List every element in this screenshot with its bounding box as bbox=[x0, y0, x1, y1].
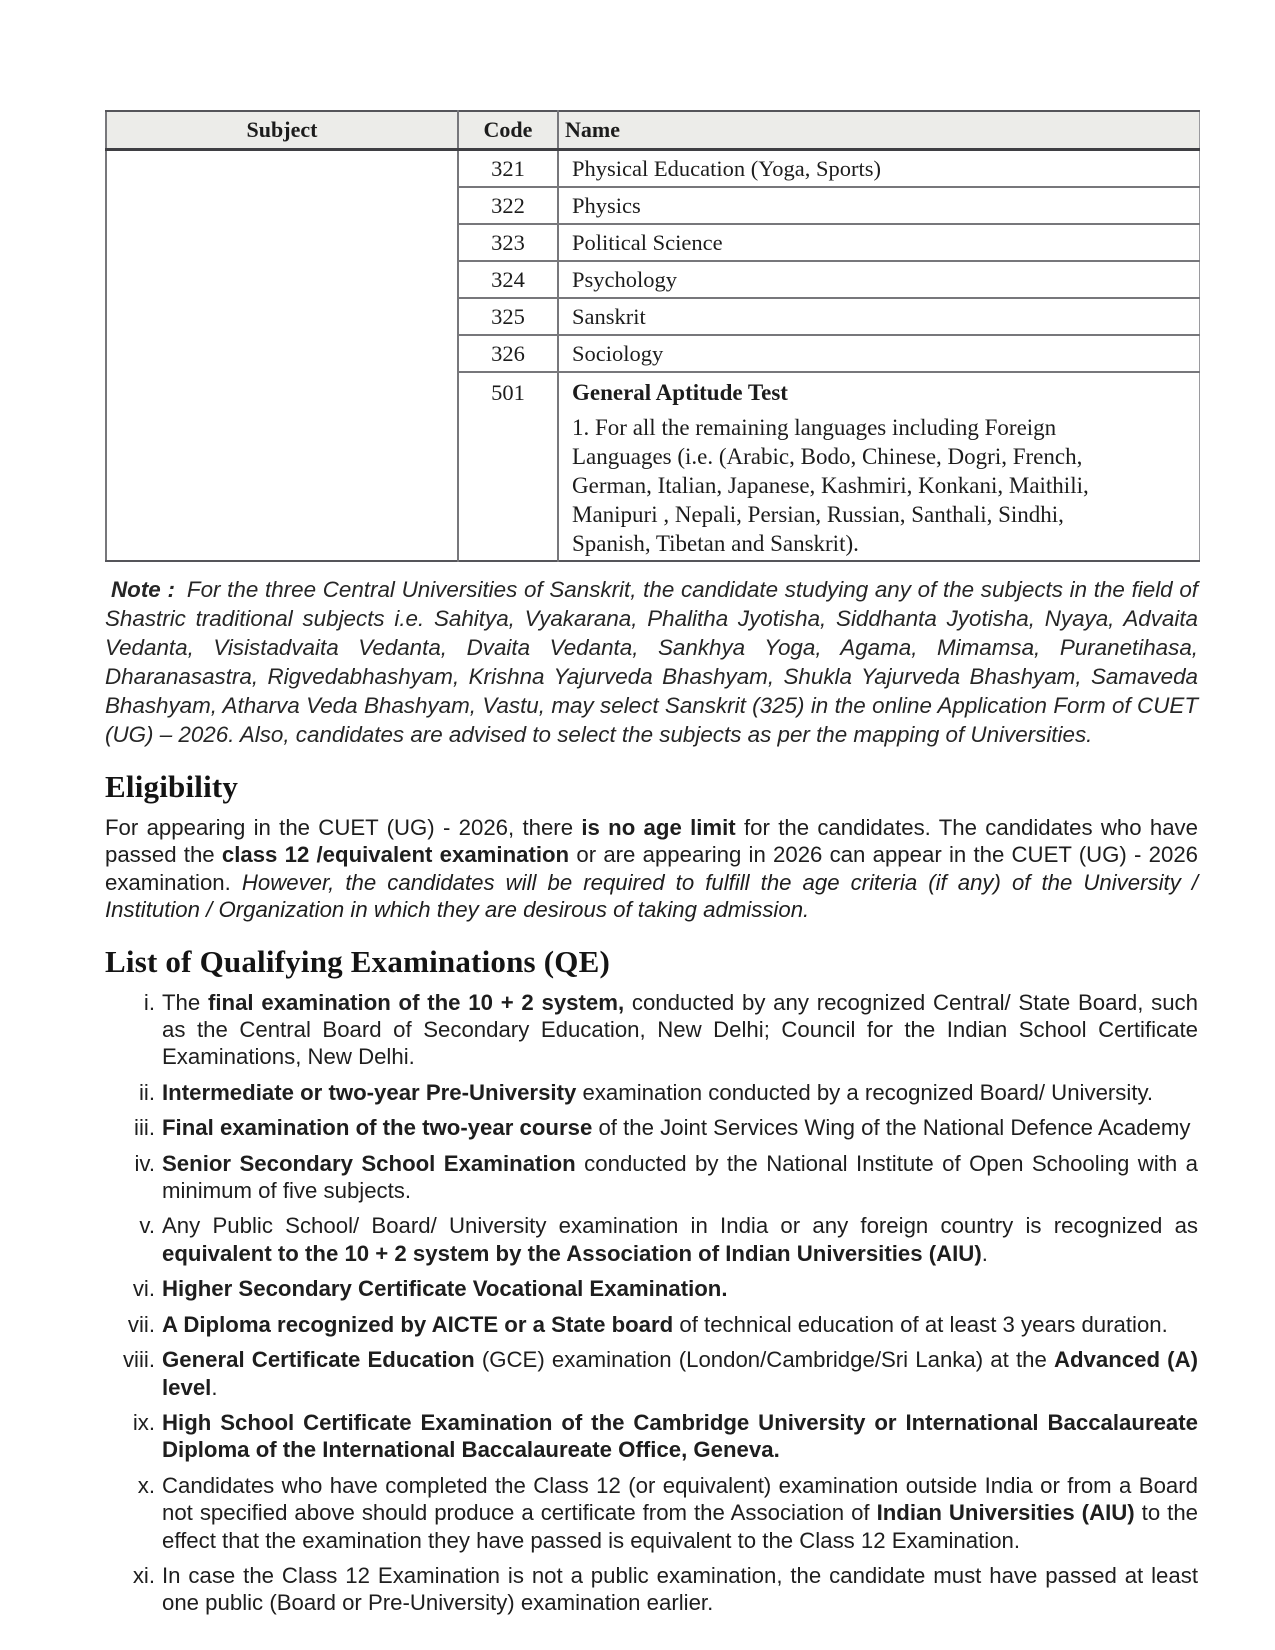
list-item-numeral: iv. bbox=[134, 1150, 155, 1176]
table-header-row bbox=[106, 111, 1199, 150]
list-item-v bbox=[105, 1212, 1198, 1267]
column-header-name: Name bbox=[558, 111, 1199, 150]
list-item-iv bbox=[105, 1150, 1198, 1205]
gat-description-line: 1. For all the remaining languages including Foreign bbox=[572, 415, 1057, 440]
name-cell: Sociology bbox=[558, 335, 1199, 372]
name-cell-general-aptitude bbox=[558, 372, 1199, 561]
list-item-numeral: x. bbox=[137, 1472, 155, 1498]
subject-code-table bbox=[105, 110, 1200, 562]
code-cell: 326 bbox=[458, 335, 558, 372]
column-header-subject: Subject bbox=[106, 111, 458, 150]
list-item-numeral: viii. bbox=[122, 1347, 155, 1373]
table-row bbox=[106, 150, 1199, 188]
list-item-text: Higher Secondary Certificate Vocational Examination. bbox=[162, 1276, 728, 1302]
list-item-text: The final examination of the 10 + 2 system, conducted by any recognized Central/ State Board, such as the Central Board of Secondary Education, New Delhi; Council for the Indian School Certificate Examinations, New Delhi. bbox=[162, 989, 1198, 1070]
list-item-vi bbox=[105, 1275, 1198, 1302]
list-item-text: Candidates who have completed the Class 12 (or equivalent) examination outside India or from a Board not specified above should produce a certificate from the Association of Indian Universities (AIU) to the effect that the examination they have passed is equivalent to the Class 12 Examination. bbox=[162, 1472, 1199, 1553]
list-item-numeral: xi. bbox=[132, 1562, 155, 1588]
gat-description-line: German, Italian, Japanese, Kashmiri, Konkani, Maithili, bbox=[572, 473, 1089, 498]
list-item-numeral: ix. bbox=[132, 1409, 155, 1435]
list-item-text: Any Public School/ Board/ University examination in India or any foreign country is recognized as equivalent to the 10 + 2 system by the Association of Indian Universities (AIU). bbox=[162, 1213, 1198, 1266]
list-item-numeral: vii. bbox=[127, 1311, 155, 1337]
gat-description-line: Languages (i.e. (Arabic, Bodo, Chinese, Dogri, French, bbox=[572, 444, 1083, 469]
list-item-numeral: iii. bbox=[134, 1115, 155, 1141]
document-page bbox=[105, 110, 1198, 1617]
list-item-numeral: ii. bbox=[138, 1079, 155, 1105]
list-item-text: General Certificate Education (GCE) examination (London/Cambridge/Sri Lanka) at the Advanced (A) level. bbox=[162, 1347, 1198, 1400]
eligibility-paragraph: For appearing in the CUET (UG) - 2026, there is no age limit for the candidates. The candidates who have passed the class 12 /equivalent examination or are appearing in 2026 can appear in the CUET (UG) - 2026 examination. However, the candidates will be required to fulfill the age criteria (if any) of the University / Institution / Organization in which they are desirous of taking admission. bbox=[105, 815, 1199, 923]
eligibility-heading: Eligibility bbox=[105, 769, 239, 804]
list-item-iii bbox=[105, 1114, 1198, 1141]
list-item-x bbox=[105, 1472, 1198, 1554]
gat-title: General Aptitude Test bbox=[572, 380, 788, 405]
list-item-text: Senior Secondary School Examination conducted by the National Institute of Open Schooling with a minimum of five subjects. bbox=[162, 1150, 1199, 1204]
list-item-vii bbox=[105, 1311, 1198, 1338]
list-item-text: In case the Class 12 Examination is not a public examination, the candidate must have passed at least one public (Board or Pre-University) examination earlier. bbox=[162, 1562, 1198, 1616]
list-item-text: Intermediate or two-year Pre-University examination conducted by a recognized Board/ University. bbox=[162, 1079, 1154, 1105]
name-cell: Political Science bbox=[558, 224, 1199, 261]
list-item-i bbox=[105, 989, 1198, 1071]
list-item-numeral: v. bbox=[139, 1213, 155, 1239]
list-item-text: Final examination of the two-year course of the Joint Services Wing of the National Defence Academy bbox=[162, 1115, 1191, 1141]
list-item-text: A Diploma recognized by AICTE or a State board of technical education of at least 3 years duration. bbox=[162, 1311, 1168, 1337]
qualifying-exams-list bbox=[105, 989, 1198, 1617]
code-cell: 501 bbox=[458, 372, 558, 561]
column-header-code: Code bbox=[458, 111, 558, 150]
gat-description-line: Manipuri , Nepali, Persian, Russian, Santhali, Sindhi, bbox=[572, 502, 1064, 527]
code-cell: 322 bbox=[458, 187, 558, 224]
gat-description-line: Spanish, Tibetan and Sanskrit). bbox=[572, 531, 859, 556]
name-cell: Physics bbox=[558, 187, 1199, 224]
list-item-ii bbox=[105, 1079, 1198, 1106]
subject-cell-empty bbox=[106, 150, 458, 562]
name-cell: Physical Education (Yoga, Sports) bbox=[558, 150, 1199, 188]
name-cell: Sanskrit bbox=[558, 298, 1199, 335]
list-item-numeral: vi. bbox=[132, 1276, 155, 1302]
code-cell: 323 bbox=[458, 224, 558, 261]
code-cell: 324 bbox=[458, 261, 558, 298]
name-cell: Psychology bbox=[558, 261, 1199, 298]
code-cell: 325 bbox=[458, 298, 558, 335]
list-item-text: High School Certificate Examination of the Cambridge University or International Baccalaureate Diploma of the International Baccalaureate Office, Geneva. bbox=[162, 1409, 1198, 1463]
code-cell: 321 bbox=[458, 150, 558, 188]
list-item-numeral: i. bbox=[143, 989, 155, 1015]
list-item-ix bbox=[105, 1409, 1198, 1464]
list-item-xi bbox=[105, 1562, 1198, 1617]
qualifying-exams-heading: List of Qualifying Examinations (QE) bbox=[105, 943, 610, 979]
note-paragraph: Note : For the three Central Universities of Sanskrit, the candidate studying any of the subjects in the field of Shastric traditional subjects i.e. Sahitya, Vyakarana, Phalitha Jyotisha, Siddhanta Jyotisha, Nyaya, Advaita Vedanta, Visistadvaita Vedanta, Dvaita Vedanta, Sankhya Yoga, Agama, Mimamsa, Puranetihasa, Dharanasastra, Rigvedabhashyam, Krishna Yajurveda Bhashyam, Shukla Yajurveda Bhashyam, Samaveda Bhashyam, Atharva Veda Bhashyam, Vastu, may select Sanskrit (325) in the online Application Form of CUET (UG) – 2026. Also, candidates are advised to select the subjects as per the mapping of Universities. bbox=[105, 577, 1199, 747]
list-item-viii bbox=[105, 1346, 1198, 1401]
